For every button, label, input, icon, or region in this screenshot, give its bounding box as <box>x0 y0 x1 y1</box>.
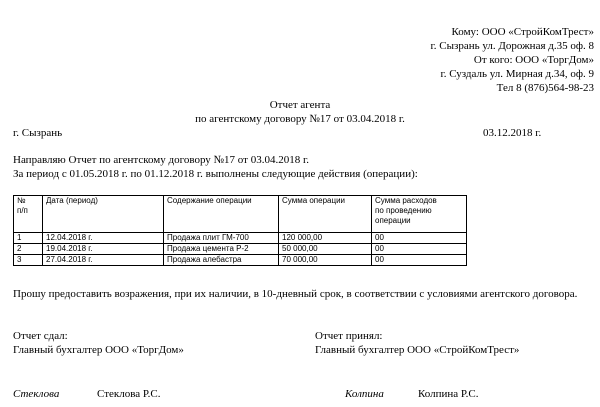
table-row <box>14 244 467 255</box>
cell-sum: 70 000,00 <box>279 255 372 266</box>
request-paragraph: Прошу предоставить возражения, при их наличии, в 10-дневный срок, в соответствии с условиями агентского договора. <box>13 288 578 300</box>
cell-content: Продажа плит ГМ-700 <box>164 233 279 244</box>
cell-sum: 50 000,00 <box>279 244 372 255</box>
cell-date: 12.04.2018 г. <box>43 233 164 244</box>
submitted-label: Отчет сдал: <box>13 330 68 342</box>
document-title: Отчет агента <box>269 99 331 111</box>
accepted-name: Колпина Р.С. <box>418 388 479 400</box>
sender: От кого: ООО «ТоргДом» <box>473 54 594 66</box>
table-row <box>14 233 467 244</box>
header-sum: Сумма операции <box>279 196 372 233</box>
cell-content: Продажа цемента Р-2 <box>164 244 279 255</box>
cell-date: 27.04.2018 г. <box>43 255 164 266</box>
accepted-signature: Колпина <box>345 388 384 400</box>
recipient-address: г. Сызрань ул. Дорожная д.35 оф. 8 <box>430 40 594 52</box>
cell-content: Продажа алебастра <box>164 255 279 266</box>
cell-expenses: 00 <box>372 255 467 266</box>
cell-date: 19.04.2018 г. <box>43 244 164 255</box>
cell-expenses: 00 <box>372 244 467 255</box>
cell-number: 1 <box>14 233 43 244</box>
header-date: Дата (период) <box>43 196 164 233</box>
cell-expenses: 00 <box>372 233 467 244</box>
cell-sum: 120 000,00 <box>279 233 372 244</box>
sender-address: г. Суздаль ул. Мирная д.34, оф. 9 <box>440 68 594 80</box>
table-header-row <box>14 196 467 233</box>
intro-line-1: Направляю Отчет по агентскому договору №17 от 03.04.2018 г. <box>13 154 309 166</box>
recipient: Кому: ООО «СтройКомТрест» <box>451 26 594 38</box>
intro-line-2: За период с 01.05.2018 г. по 01.12.2018 г. выполнены следующие действия (операции): <box>13 168 418 180</box>
header-number: № п/п <box>14 196 43 233</box>
submitted-name: Стеклова Р.С. <box>97 388 161 400</box>
table-row <box>14 255 467 266</box>
header-expenses: Сумма расходов по проведению операции <box>372 196 467 233</box>
date: 03.12.2018 г. <box>483 127 542 139</box>
operations-table <box>13 195 467 266</box>
accepted-position: Главный бухгалтер ООО «СтройКомТрест» <box>315 344 520 356</box>
place: г. Сызрань <box>13 127 63 139</box>
accepted-label: Отчет принял: <box>315 330 383 342</box>
cell-number: 2 <box>14 244 43 255</box>
header-content: Содержание операции <box>164 196 279 233</box>
sender-phone: Тел 8 (876)564-98-23 <box>496 82 594 94</box>
cell-number: 3 <box>14 255 43 266</box>
submitted-signature: Стеклова <box>13 388 60 400</box>
submitted-position: Главный бухгалтер ООО «ТоргДом» <box>13 344 184 356</box>
document-subtitle: по агентскому договору №17 от 03.04.2018 г. <box>195 113 405 125</box>
